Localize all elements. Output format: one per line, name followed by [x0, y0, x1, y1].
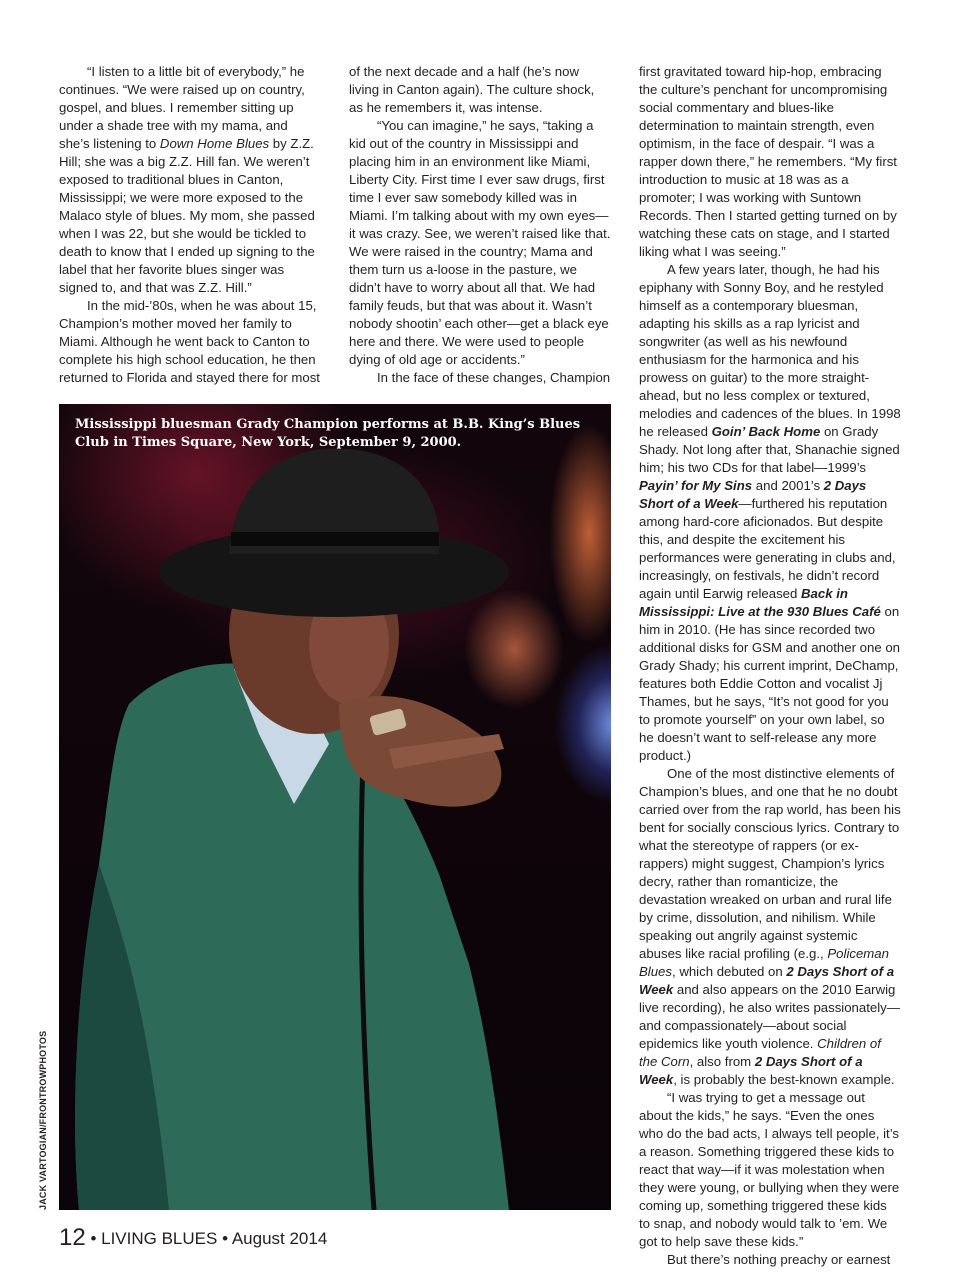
- body-paragraph: [639, 765, 901, 1089]
- page-footer: [59, 1224, 327, 1252]
- performer-photo: [59, 404, 611, 1210]
- emphasized-text: Policeman Blues: [639, 946, 889, 979]
- text-run: , is probably the best-known example.: [673, 1072, 895, 1087]
- text-run: , which debuted on: [672, 964, 787, 979]
- body-paragraph: [349, 63, 611, 117]
- emphasized-text: Back in Mississippi: Live at the 930 Blues Café: [639, 586, 881, 619]
- photo-hat-band: [231, 532, 439, 546]
- body-paragraph: [639, 261, 901, 765]
- text-run: But there’s nothing preachy or earnest: [667, 1252, 891, 1267]
- emphasized-text: Payin’ for My Sins: [639, 478, 753, 493]
- photo-illustration: [59, 404, 611, 1210]
- body-paragraph: [59, 63, 321, 297]
- footer-separator-2: •: [222, 1229, 229, 1248]
- text-run: One of the most distinctive elements of Champion’s blues, and one that he no doubt carried over from the rap world, has been his bent for socially conscious lyrics. Contrary to what the stereotype of rappers (or ex-rappers) might suggest, Champion’s lyrics decry, rather than romanticize, the devastation wreaked on urban and rural life by crime, dissolution, and nihilism. While speaking out angrily against systemic abuses like racial profiling (e.g.,: [639, 766, 901, 961]
- body-paragraph: [349, 369, 611, 387]
- text-run: and 2001’s: [752, 478, 824, 493]
- page-number: 12: [59, 1224, 86, 1251]
- photo-caption: Mississippi bluesman Grady Champion performs at B.B. King’s Blues Club in Times Square, New York, September 9, 2000.: [75, 417, 581, 450]
- text-run: —furthered his reputation among hard-core aficionados. But despite this, and despite the excitement his performances were generating in clubs and, increasingly, on festivals, he didn’t record again until Earwig released: [639, 496, 896, 601]
- emphasized-text: 2 Days Short of a Week: [639, 1054, 863, 1087]
- article-column-2: [349, 63, 611, 387]
- text-run: and also appears on the 2010 Earwig live recording), he also writes passionately—and compassionately—about social epidemics like youth violence.: [639, 982, 900, 1051]
- issue-date: August 2014: [231, 1229, 328, 1248]
- photo-credit: JACK VARTOGIAN/FRONTROWPHOTOS: [38, 1030, 48, 1210]
- text-run: on Grady Shady. Not long after that, Shanachie signed him; his two CDs for that label—1999’s: [639, 424, 900, 475]
- emphasized-text: 2 Days Short of a Week: [639, 964, 895, 997]
- body-paragraph: [59, 297, 321, 387]
- text-run: by Z.Z. Hill; she was a big Z.Z. Hill fan. We weren’t exposed to traditional blues in Canton, Mississippi; we were more exposed to the Malaco style of blues. My mom, she passed when I was 22, but she would be tickled to death to know that I ended up signing to the label that her favorite blues singer was signed to, and that was Z.Z. Hill.”: [59, 136, 315, 295]
- text-run: “I was trying to get a message out about the kids,” he says. “Even the ones who do the bad acts, I always tell people, it’s a reason. Something triggered these kids to react that way—if it was molestation when they were young, or bullying when they were coming up, something triggered these kids to snap, and nobody would talk to ’em. We got to help save these kids.”: [639, 1090, 900, 1249]
- body-paragraph: [639, 63, 901, 261]
- text-run: on him in 2010. (He has since recorded two additional disks for GSM and another one on Grady Shady; his current imprint, DeChamp, features both Eddie Cotton and vocalist Jj Thames, but he says, “It’s not good for you to promote yourself” on your own label, so he doesn’t want to self-release any more product.): [639, 604, 900, 763]
- text-run: In the face of these changes, Champion: [377, 370, 611, 385]
- article-column-1: [59, 63, 321, 387]
- text-run: first gravitated toward hip-hop, embracing the culture’s penchant for uncompromising social commentary and blues-like determination to maintain strength, even optimism, in the face of despair. “I was a rapper down there,” he remembers. “My first introduction to music at 18 was as a promoter; I was working with Suntown Records. Then I started getting turned on by watching these cats on stage, and I started liking what I was seeing.”: [639, 64, 897, 259]
- text-run: of the next decade and a half (he’s now living in Canton again). The culture shock, as he remembers it, was intense.: [349, 64, 595, 115]
- body-paragraph: [639, 1089, 901, 1251]
- body-paragraph: [349, 117, 611, 369]
- text-run: A few years later, though, he had his epiphany with Sonny Boy, and he restyled himself as a contemporary bluesman, adapting his skills as a rap lyricist and songwriter (as well as his newfound enthusiasm for the harmonica and his prowess on guitar) to the more straight-ahead, but no less complex or textured, melodies and cadences of the blues. In 1998 he released: [639, 262, 901, 439]
- emphasized-text: Children of the Corn: [639, 1036, 881, 1069]
- emphasized-text: Down Home Blues: [159, 136, 270, 151]
- text-run: In the mid-’80s, when he was about 15, Champion’s mother moved her family to Miami. Although he went back to Canton to complete his high school education, he then returned to Florida and stayed there for most: [59, 298, 320, 385]
- text-run: “I listen to a little bit of everybody,” he continues. “We were raised up on country, gospel, and blues. I remember sitting up under a shade tree with my mama, and she’s listening to: [59, 64, 305, 151]
- body-paragraph: [639, 1251, 901, 1269]
- emphasized-text: 2 Days Short of a Week: [639, 478, 867, 511]
- article-column-3: [639, 63, 901, 1269]
- emphasized-text: Goin’ Back Home: [711, 424, 821, 439]
- text-run: , also from: [689, 1054, 755, 1069]
- publication-name: LIVING BLUES: [101, 1229, 218, 1248]
- text-run: “You can imagine,” he says, “taking a kid out of the country in Mississippi and placing him in an environment like Miami, Liberty City. First time I ever saw drugs, first time I ever saw somebody killed was in Miami. I’m talking about with my own eyes—it was crazy. See, we weren’t raised like that. We were raised in the country; Mama and them turn us a-loose in the pasture, we didn’t have to worry about all that. We had family feuds, but that was about it. Wasn’t nobody shootin’ each other—get a black eye here and there. We were used to people dying of old age or accidents.”: [349, 118, 611, 367]
- footer-separator-1: •: [90, 1229, 97, 1248]
